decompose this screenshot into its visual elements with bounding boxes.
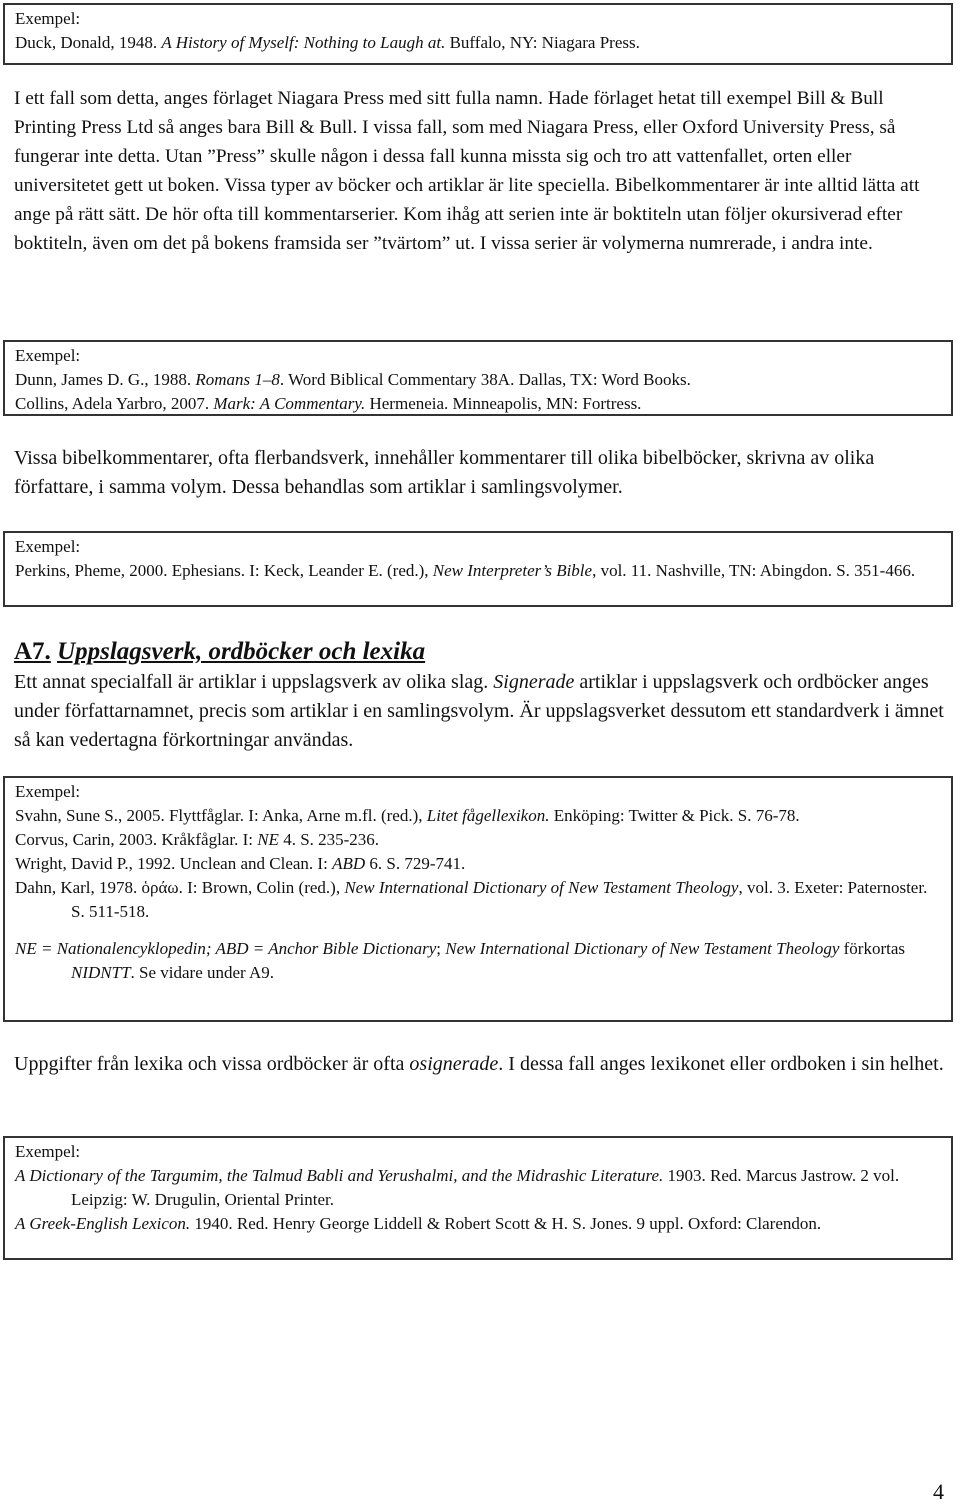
example-box-2	[3, 340, 953, 416]
example-label: Exempel:	[15, 1142, 81, 1161]
section-heading	[14, 636, 425, 668]
example-box-3	[3, 531, 953, 607]
section-title: Uppslagsverk, ordböcker och lexika	[57, 638, 426, 665]
example-box-4	[3, 776, 953, 1022]
reference-entry: Dunn, James D. G., 1988. Romans 1–8. Word Biblical Commentary 38A. Dallas, TX: Word Books.	[15, 370, 691, 389]
example-label: Exempel:	[15, 346, 81, 365]
example-label: Exempel:	[15, 537, 81, 556]
reference-entry: Perkins, Pheme, 2000. Ephesians. I: Keck, Leander E. (red.), New Interpreter’s Bible, vol. 11. Nashville, TN: Abingdon. S. 351-466.	[15, 561, 916, 580]
body-paragraph-3: Ett annat specialfall är artiklar i uppslagsverk av olika slag. Signerade artiklar i uppslagsverk och ordböcker anges under författarnamnet, precis som artiklar i en samlingsvolym. Är uppslagsverket dessutom ett standardverk i ämnet så kan vedertagna förkortningar användas.	[14, 671, 944, 751]
body-paragraph-1: I ett fall som detta, anges förlaget Niagara Press med sitt fulla namn. Hade förlaget hetat till exempel Bill & Bull Printing Press Ltd så anges bara Bill & Bull. I vissa fall, som med Niagara Press, eller Oxford University Press, så fungerar inte detta. Utan ”Press” skulle någon i dessa fall kunna missta sig och tro att vattenfallet, orten eller universitetet gett ut boken. Vissa typer av böcker och artiklar är lite speciella. Bibelkommentarer är inte alltid lätta att ange på rätt sätt. De hör ofta till kommentarserier. Kom ihåg att serien inte är boktiteln utan följer okursiverad efter boktiteln, även om det på bokens framsida ser ”tvärtom” ut. I vissa serier är volymerna numrerade, i andra inte.	[14, 88, 920, 254]
reference-entry: Corvus, Carin, 2003. Kråkfåglar. I: NE 4. S. 235-236.	[15, 830, 380, 849]
section-number: A7.	[14, 638, 51, 665]
reference-entry: A Greek-English Lexicon. 1940. Red. Henry George Liddell & Robert Scott & H. S. Jones. 9 uppl. Oxford: Clarendon.	[15, 1214, 822, 1233]
body-paragraph-4: Uppgifter från lexika och vissa ordböcker är ofta osignerade. I dessa fall anges lexikonet eller ordboken i sin helhet.	[14, 1053, 944, 1075]
example-box-5	[3, 1136, 953, 1260]
body-paragraph-2: Vissa bibelkommentarer, ofta flerbandsverk, innehåller kommentarer till olika bibelböcker, skrivna av olika författare, i samma volym. Dessa behandlas som artiklar i samlingsvolymer.	[14, 447, 875, 498]
reference-entry: Duck, Donald, 1948. A History of Myself: Nothing to Laugh at. Buffalo, NY: Niagara Press.	[15, 33, 640, 52]
reference-entry: Svahn, Sune S., 2005. Flyttfåglar. I: Anka, Arne m.fl. (red.), Litet fågellexikon. Enköping: Twitter & Pick. S. 76-78.	[15, 806, 800, 825]
reference-entry: Wright, David P., 1992. Unclean and Clean. I: ABD 6. S. 729-741.	[15, 854, 466, 873]
page-number: 4	[933, 1479, 944, 1504]
abbreviation-note: NE = Nationalencyklopedin; ABD = Anchor Bible Dictionary; New International Dictionary of New Testament Theology förkortas NIDNTT. Se vidare under A9.	[15, 939, 906, 982]
reference-entry: Collins, Adela Yarbro, 2007. Mark: A Commentary. Hermeneia. Minneapolis, MN: Fortress.	[15, 394, 642, 413]
reference-entry: A Dictionary of the Targumim, the Talmud Babli and Yerushalmi, and the Midrashic Literature. 1903. Red. Marcus Jastrow. 2 vol. Leipzig: W. Drugulin, Oriental Printer.	[15, 1166, 900, 1209]
example-label: Exempel:	[15, 782, 81, 801]
example-label: Exempel:	[15, 9, 81, 28]
reference-entry: Dahn, Karl, 1978. ὁράω. I: Brown, Colin (red.), New International Dictionary of New Testament Theology, vol. 3. Exeter: Paternoster. S. 511-518.	[15, 878, 928, 921]
example-box-1	[3, 3, 953, 65]
